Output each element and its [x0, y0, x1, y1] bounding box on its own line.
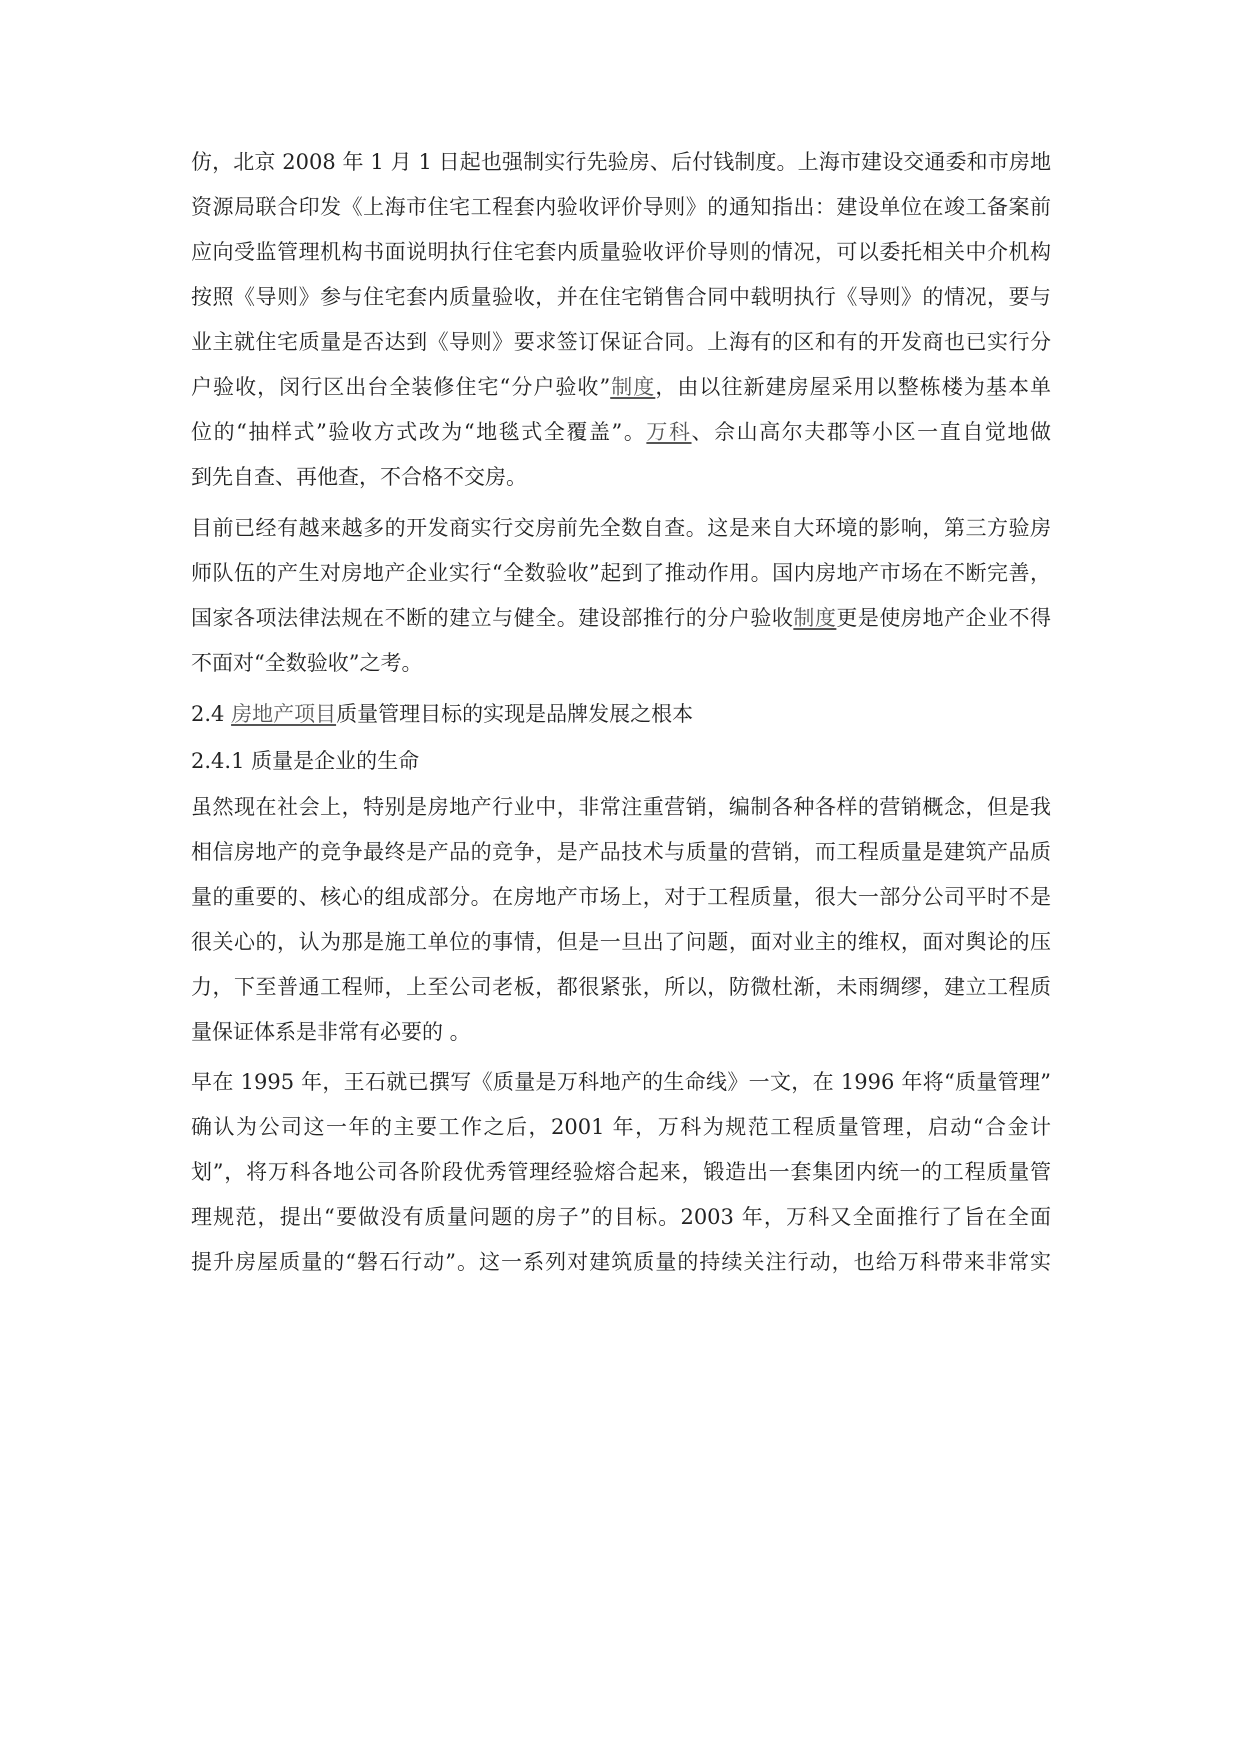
text-line: [191, 1105, 1051, 1150]
heading-text: 质量管理目标的实现是品牌发展之根本: [336, 702, 694, 726]
text-line: [191, 551, 1051, 596]
paragraph-1: [191, 140, 1051, 500]
text-span: 资源局联合印发《上海市住宅工程套内验收评价导则》的通知指出：建设单位在竣工备案前: [191, 195, 1051, 219]
text-line: [191, 365, 1051, 410]
text-span: 目前已经有越来越多的开发商实行交房前先全数自查。这是来自大环境的影响，第三方验房: [191, 516, 1051, 540]
paragraph-4: [191, 1060, 1051, 1285]
text-span: 仿，北京 2008 年 1 月 1 日起也强制实行先验房、后付钱制度。上海市建设交通委和市房地: [191, 150, 1051, 174]
text-line: [191, 920, 1051, 965]
text-line: [191, 1010, 1051, 1055]
text-line: [191, 596, 1051, 641]
text-line: [191, 230, 1051, 275]
text-line: [191, 410, 1051, 455]
text-line: [191, 185, 1051, 230]
text-line: [191, 140, 1051, 185]
text-span: 到先自查、再他查，不合格不交房。: [191, 465, 527, 489]
link-vanke[interactable]: 万科: [646, 420, 692, 444]
text-line: [191, 275, 1051, 320]
text-line: [191, 641, 1051, 686]
text-span: 划”，将万科各地公司各阶段优秀管理经验熔合起来，锻造出一套集团内统一的工程质量管: [191, 1160, 1051, 1184]
text-span: 更是使房地产企业不得: [836, 606, 1052, 630]
heading-line: [191, 692, 1051, 737]
text-line: [191, 965, 1051, 1010]
text-span: 力，下至普通工程师，上至公司老板，都很紧张，所以，防微杜渐，未雨绸缪，建立工程质: [191, 975, 1051, 999]
text-span: 虽然现在社会上，特别是房地产行业中，非常注重营销，编制各种各样的营销概念，但是我: [191, 795, 1051, 819]
text-line: [191, 1060, 1051, 1105]
text-span: ，由以往新建房屋采用以整栋楼为基本单: [655, 375, 1052, 399]
text-span: 理规范，提出“要做没有质量问题的房子”的目标。2003 年，万科又全面推行了旨在全面: [191, 1205, 1051, 1229]
text-span: 应向受监管理机构书面说明执行住宅套内质量验收评价导则的情况，可以委托相关中介机构: [191, 240, 1051, 264]
text-line: [191, 506, 1051, 551]
text-line: [191, 1195, 1051, 1240]
text-line: [191, 455, 1051, 500]
text-line: [191, 320, 1051, 365]
text-span: 师队伍的产生对房地产企业实行“全数验收”起到了推动作用。国内房地产市场在不断完善，: [191, 561, 1051, 585]
text-span: 户验收，闵行区出台全装修住宅“分户验收”: [191, 375, 611, 399]
link-zhidu[interactable]: 制度: [610, 375, 656, 399]
text-span: 相信房地产的竞争最终是产品的竞争，是产品技术与质量的营销，而工程质量是建筑产品质: [191, 840, 1051, 864]
text-span: 按照《导则》参与住宅套内质量验收，并在住宅销售合同中载明执行《导则》的情况，要与: [191, 285, 1051, 309]
text-span: 提升房屋质量的“磐石行动”。这一系列对建筑质量的持续关注行动，也给万科带来非常实: [191, 1250, 1051, 1274]
text-line: [191, 1150, 1051, 1195]
text-line: [191, 1240, 1051, 1285]
text-line: [191, 785, 1051, 830]
text-span: 国家各项法律法规在不断的建立与健全。建设部推行的分户验收: [191, 606, 794, 630]
text-span: 量的重要的、核心的组成部分。在房地产市场上，对于工程质量，很大一部分公司平时不是: [191, 885, 1051, 909]
link-zhidu[interactable]: 制度: [793, 606, 837, 630]
text-span: 位的“抽样式”验收方式改为“地毯式全覆盖”。: [191, 420, 647, 444]
text-line: [191, 830, 1051, 875]
paragraph-3: [191, 785, 1051, 1055]
heading-number: 2.4: [191, 702, 232, 726]
text-span: 、佘山高尔夫郡等小区一直自觉地做: [691, 420, 1052, 444]
text-span: 很关心的，认为那是施工单位的事情，但是一旦出了问题，面对业主的维权，面对舆论的压: [191, 930, 1051, 954]
text-span: 确认为公司这一年的主要工作之后，2001 年，万科为规范工程质量管理，启动“合金计: [191, 1115, 1051, 1139]
text-span: 量保证体系是非常有必要的 。: [191, 1020, 471, 1044]
section-heading-2-4: [191, 692, 1051, 737]
text-span: 业主就住宅质量是否达到《导则》要求签订保证合同。上海有的区和有的开发商也已实行分: [191, 330, 1051, 354]
link-real-estate-project[interactable]: 房地产项目: [231, 702, 337, 726]
text-span: 不面对“全数验收”之考。: [191, 651, 423, 675]
heading-line: 2.4.1 质量是企业的生命: [191, 749, 420, 773]
text-span: 早在 1995 年，王石就已撰写《质量是万科地产的生命线》一文，在 1996 年将“质量管理”: [191, 1070, 1051, 1094]
text-line: [191, 875, 1051, 920]
section-heading-2-4-1: [191, 739, 1051, 784]
paragraph-2: [191, 506, 1051, 686]
